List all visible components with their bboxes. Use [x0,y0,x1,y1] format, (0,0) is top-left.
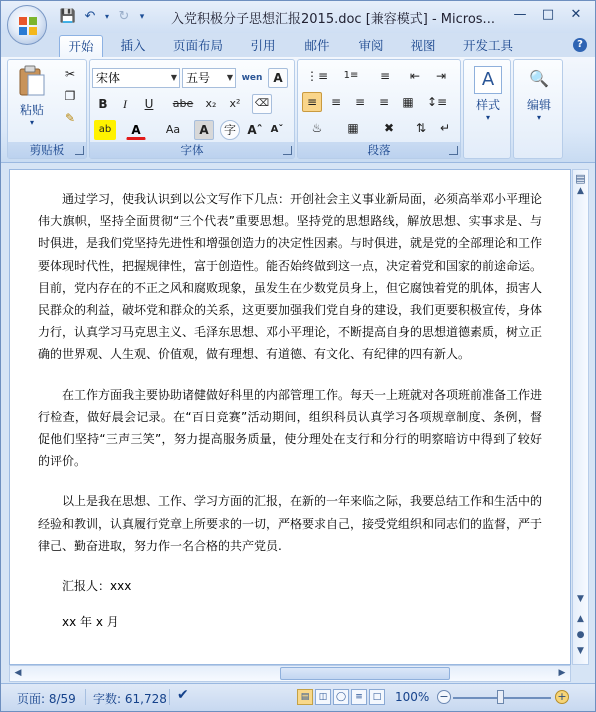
align-left-icon[interactable]: ≡ [302,92,322,112]
superscript-button[interactable]: x² [229,97,241,110]
cut-icon[interactable]: ✂ [64,67,76,81]
shading-icon[interactable]: ♨ [311,121,323,135]
font-name-dropdown[interactable] [92,68,180,88]
zoom-in-icon[interactable]: + [555,690,569,704]
print-layout-view-icon[interactable]: ▤ [297,689,313,705]
find-binoculars-icon: 🔍 [529,69,549,88]
scroll-up-icon[interactable]: ▲ [577,186,584,196]
format-painter-icon[interactable]: ✎ [64,111,76,125]
distributed-icon[interactable]: ▦ [402,95,414,109]
shrink-font-icon[interactable]: Aˇ [270,124,284,135]
next-page-icon[interactable]: ▼ [577,646,584,656]
outline-view-icon[interactable]: ≡ [351,689,367,705]
window-controls [507,5,589,25]
chevron-down-icon: ▾ [536,113,541,122]
clear-formatting-icon[interactable]: ⌫ [252,94,272,114]
proofing-icon[interactable]: ✔ [177,687,189,703]
clipboard-group [7,59,87,159]
paragraph-3: 以上是我在思想、工作、学习方面的汇报，在新的一年来临之际，我要总结工作和生活中的经验和教训，认真履行党章上所要求的一切，严格要求自己，接受党组织和同志们的监督，严于律己、勤奋进取，努力作一名合格的共产党员. [38,494,543,553]
tab-mailings[interactable]: 邮件 [304,38,330,53]
character-shading-icon[interactable]: A [194,120,214,140]
tab-references[interactable]: 引用 [250,38,276,53]
clipboard-group-label: 剪贴板 [8,142,86,158]
styles-group [463,59,511,159]
font-group-label: 字体 [90,142,294,158]
full-screen-reading-view-icon[interactable]: ◫ [315,689,331,705]
ruler-toggle-icon[interactable]: ▤ [575,172,586,185]
scroll-down-icon[interactable]: ▼ [577,594,584,604]
sort-icon[interactable]: ⇅ [415,121,427,135]
highlight-icon[interactable]: ab [94,120,116,140]
tab-developer[interactable]: 开发工具 [462,38,513,53]
tab-view[interactable]: 视图 [410,38,436,53]
font-size-value: 五号 [186,71,211,85]
office-button[interactable] [7,5,47,45]
scroll-left-icon[interactable]: ◀ [14,668,22,678]
previous-page-icon[interactable]: ▲ [577,614,584,624]
borders-icon[interactable]: ▦ [347,121,359,135]
vertical-scrollbar[interactable] [572,169,589,665]
styles-button[interactable] [468,64,508,134]
numbering-icon[interactable]: 1≡ [343,70,359,81]
underline-button[interactable]: U [144,97,154,111]
page-count[interactable]: 页面: 8/59 [17,692,76,706]
zoom-level[interactable]: 100% [395,690,430,704]
font-name-value: 宋体 [96,71,121,85]
show-marks-icon[interactable]: ↵ [439,121,451,135]
zoom-slider-thumb[interactable] [497,690,504,704]
paragraph-1: 通过学习，使我认识到以公文写作下几点：开创社会主义事业新局面，必须高举邓小平理论伟大旗帜，坚持全面贯彻“三个代表”重要思想。坚持党的思想路线，解放思想、实事求是、与时俱进，是我们党坚持先进性和增强创造力的决定性因素。与时俱进，就是党的全部理论和工作要体现时代性，把握规律性，富于创造性。能否始终做到这一点，决定着党和国家的前途命运。目前，党内存在的不正之风和腐败现象，虽发生在少数党员身上，但它腐蚀着党的肌体，损害人民群众的利益，破坏党和群众的关系，这更要加强我们党自身的建设，我们更要积极宣传，身体力行，认真学习马克思主义、毛泽东思想、邓小平理论，不断提高自身的思想道德素质，树立正确的世界观、人生观、价值观，做有理想、有道德、有文化、有纪律的四有新人。 [38,192,543,362]
status-separator [85,689,86,705]
ribbon-tabs [1,33,595,57]
paste-icon [17,64,47,98]
maximize-button[interactable]: □ [541,7,555,22]
window-title: 入党积极分子思想汇报2015.doc [兼容模式] - Micros... [171,12,495,27]
title-bar [1,1,595,33]
grow-font-icon[interactable]: Aˆ [247,123,263,137]
bullets-icon[interactable]: ⋮≡ [305,69,329,83]
editing-group [513,59,563,159]
draft-view-icon[interactable]: □ [369,689,385,705]
paragraph-group-label: 段落 [298,142,460,158]
clipboard-launcher-icon[interactable] [75,146,84,155]
status-separator [169,689,170,705]
web-layout-view-icon[interactable]: ◯ [333,689,349,705]
increase-indent-icon[interactable]: ⇥ [435,69,447,83]
document-body[interactable] [38,188,542,647]
line-spacing-icon[interactable]: ↕≡ [426,95,448,109]
office-logo-icon [17,15,39,37]
date-line: xx 年 x 月 [62,615,119,630]
enclose-characters-icon[interactable]: 字 [220,120,240,140]
styles-icon: A [474,66,502,94]
tab-insert[interactable]: 插入 [120,38,146,53]
close-button[interactable]: ✕ [570,7,582,22]
chevron-down-icon: ▾ [485,113,490,122]
undo-dropdown-icon[interactable]: ▾ [104,12,109,21]
paragraph-group [297,59,461,159]
subscript-button[interactable]: x₂ [205,97,217,110]
save-icon[interactable]: 💾 [59,9,77,24]
status-bar [1,683,595,711]
paragraph-launcher-icon[interactable] [449,146,458,155]
scroll-right-icon[interactable]: ▶ [558,668,566,678]
paste-dropdown-icon[interactable]: ▾ [29,118,34,127]
quick-access-toolbar [59,7,147,27]
ribbon [1,57,595,163]
multilevel-list-icon[interactable]: ≡ [379,69,391,83]
horizontal-scrollbar[interactable] [9,665,571,682]
editing-button[interactable] [519,64,559,134]
horizontal-scroll-thumb[interactable] [280,667,450,680]
align-right-icon[interactable]: ≡ [354,95,366,109]
paragraph-2: 在工作方面我主要协助诸健做好科里的内部管理工作。每天一上班就对各项班前准备工作进行检查，做好晨会记录。在“百日竞赛”活动期间，组织科员认真学习各项规章制度、条例，督促他们坚持“三声三笑”，努力提高服务质量，使分理处在支行和分行的明察暗访中得到了较好的评价。 [38,387,543,469]
paste-label: 粘贴 [19,103,44,117]
decrease-indent-icon[interactable]: ⇤ [409,69,421,83]
chinese-layout-icon[interactable]: ✖ [383,121,395,135]
justify-icon[interactable]: ≡ [378,95,390,109]
paste-button[interactable] [12,64,52,138]
copy-icon[interactable]: ❐ [64,89,76,103]
styles-label: 样式 [475,98,500,112]
redo-icon[interactable]: ↻ [118,9,130,24]
font-group [89,59,295,159]
tab-review[interactable]: 审阅 [358,38,384,53]
chevron-down-icon: ▼ [170,73,177,82]
help-icon[interactable]: ? [573,38,587,52]
select-browse-object-icon[interactable]: ● [576,630,585,640]
tab-home[interactable]: 开始 [59,35,103,57]
chevron-down-icon: ▼ [226,73,233,82]
font-size-dropdown[interactable] [182,68,236,88]
customize-qat-icon[interactable]: ▾ [139,12,145,22]
document-page[interactable] [9,169,571,665]
phonetic-guide-button[interactable]: wen [241,73,263,83]
bold-button[interactable]: B [98,97,108,111]
italic-button[interactable]: I [123,97,127,111]
align-center-icon[interactable]: ≡ [330,95,342,109]
undo-icon[interactable]: ↶ [84,9,96,24]
font-launcher-icon[interactable] [283,146,292,155]
font-color-icon[interactable]: A [126,120,146,140]
editing-label: 编辑 [526,98,551,112]
change-case-button[interactable]: Aa [165,123,181,136]
signature-line: 汇报人：xxx [62,579,132,594]
word-count[interactable]: 字数: 61,728 [93,692,167,706]
zoom-out-icon[interactable]: − [437,690,451,704]
strikethrough-button[interactable]: abe [172,97,194,110]
tab-page-layout[interactable]: 页面布局 [172,38,223,53]
character-border-button[interactable]: A [268,68,288,88]
minimize-button[interactable]: — [513,7,527,22]
